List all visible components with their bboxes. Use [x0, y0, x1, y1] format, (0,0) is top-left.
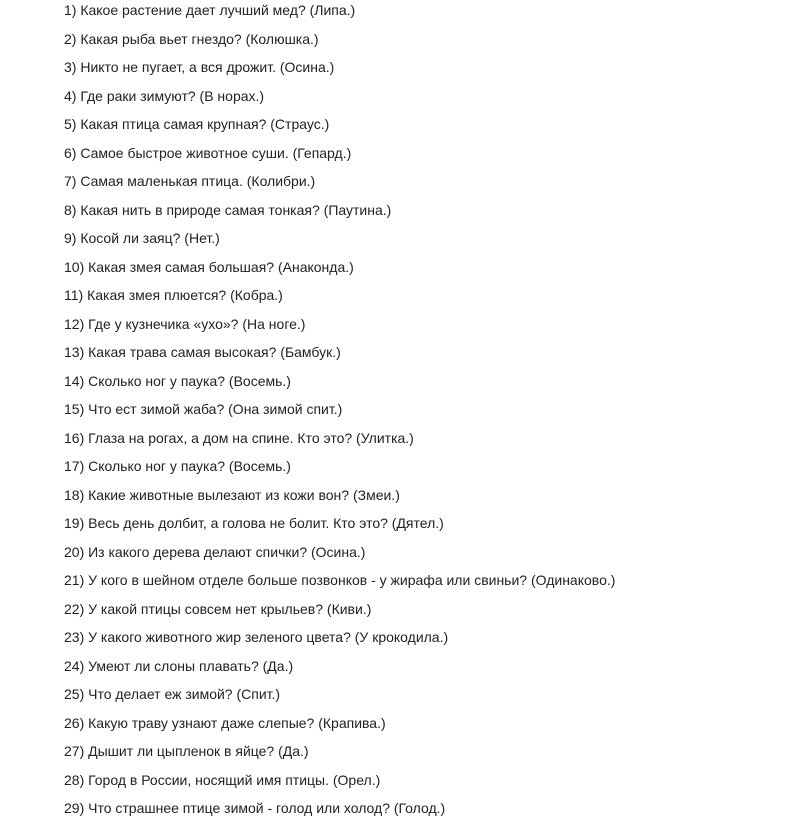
list-item: 26) Какую траву узнают даже слепые? (Крапива.)	[64, 714, 386, 731]
list-item: 22) У какой птицы совсем нет крыльев? (Киви.)	[64, 600, 372, 617]
list-item: 23) У какого животного жир зеленого цвета? (У крокодила.)	[64, 629, 449, 645]
list-item: 29) Что страшнее птице зимой - голод или холод? (Голод.)	[64, 800, 446, 816]
list-item: 24) Умеют ли слоны плавать? (Да.)	[64, 657, 294, 674]
list-item: 19) Весь день долбит, а голова не болит. Кто это? (Дятел.)	[64, 515, 444, 531]
list-item: 9) Косой ли заяц? (Нет.)	[64, 230, 220, 246]
list-item: 15) Что ест зимой жаба? (Она зимой спит.)	[64, 401, 343, 417]
quiz-question-list	[64, 0, 615, 827]
list-item: 10) Какая змея самая большая? (Анаконда.)	[64, 258, 354, 275]
list-item: 20) Из какого дерева делают спички? (Осина.)	[64, 543, 366, 560]
list-item: 7) Самая маленькая птица. (Колибри.)	[64, 173, 316, 189]
list-item: 25) Что делает еж зимой? (Спит.)	[64, 686, 281, 702]
list-item: 1) Какое растение дает лучший мед? (Липа.)	[64, 2, 356, 18]
list-item: 17) Сколько ног у паука? (Восемь.)	[64, 458, 291, 474]
list-item: 13) Какая трава самая высокая? (Бамбук.)	[64, 344, 341, 360]
list-item: 8) Какая нить в природе самая тонкая? (Паутина.)	[64, 201, 392, 218]
list-item: 16) Глаза на рогах, а дом на спине. Кто это? (Улитка.)	[64, 429, 414, 446]
list-item: 2) Какая рыба вьет гнездо? (Колюшка.)	[64, 30, 319, 47]
list-item: 21) У кого в шейном отделе больше позвонков - у жирафа или свиньи? (Одинаково.)	[64, 572, 616, 588]
list-item: 28) Город в России, носящий имя птицы. (Орел.)	[64, 771, 381, 788]
list-item: 6) Самое быстрое животное суши. (Гепард.)	[64, 144, 352, 161]
list-item: 4) Где раки зимуют? (В норах.)	[64, 87, 265, 104]
list-item: 14) Сколько ног у паука? (Восемь.)	[64, 372, 291, 389]
list-item: 12) Где у кузнечика «ухо»? (На ноге.)	[64, 315, 306, 332]
list-item: 5) Какая птица самая крупная? (Страус.)	[64, 116, 330, 132]
list-item: 27) Дышит ли цыпленок в яйце? (Да.)	[64, 743, 309, 759]
list-item: 3) Никто не пугает, а вся дрожит. (Осина.)	[64, 59, 335, 75]
list-item: 11) Какая змея плюется? (Кобра.)	[64, 287, 283, 303]
list-item: 18) Какие животные вылезают из кожи вон? (Змеи.)	[64, 486, 400, 503]
